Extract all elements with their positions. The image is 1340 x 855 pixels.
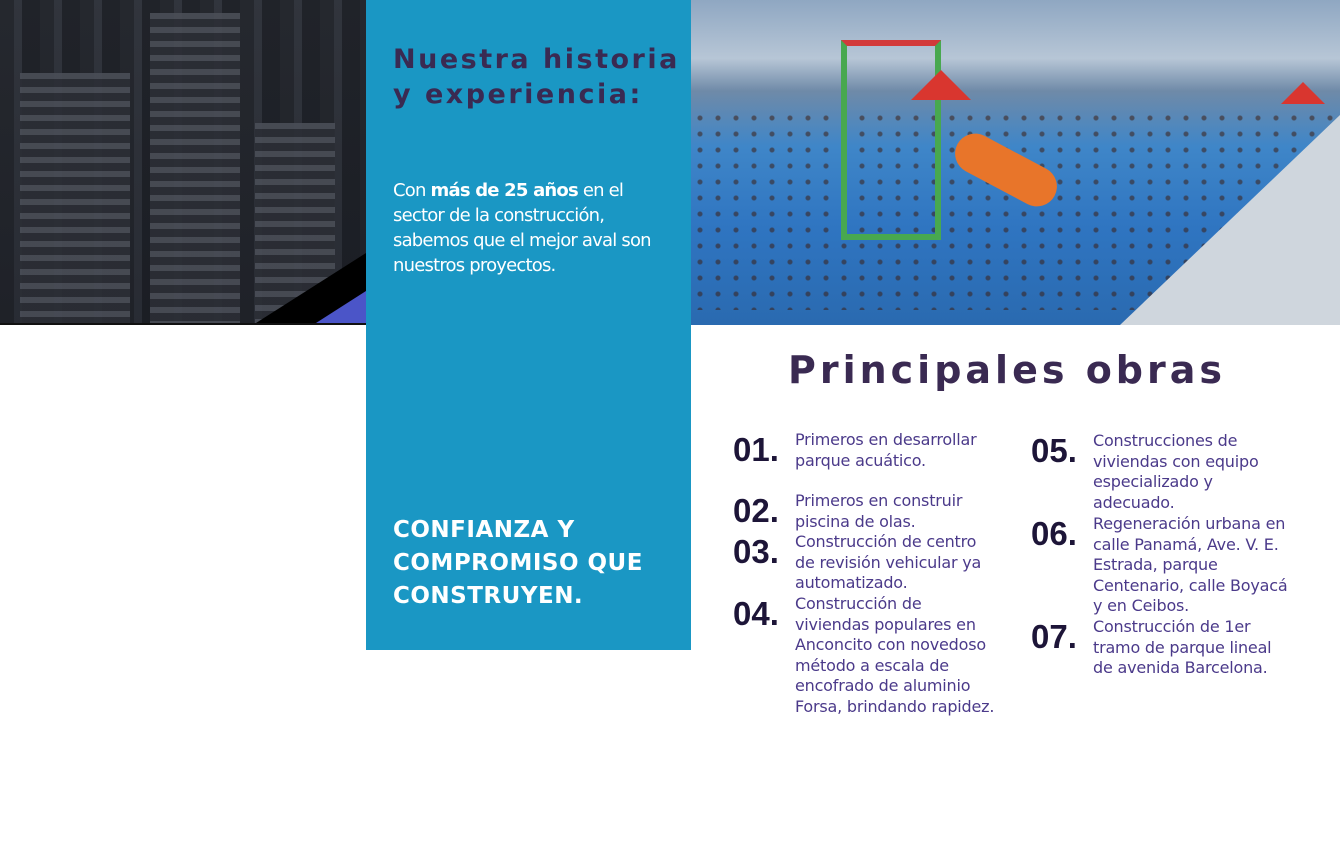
history-title: Nuestra historia y experiencia: <box>393 44 680 110</box>
work-item <box>733 596 995 717</box>
water-park-photo <box>691 0 1340 325</box>
work-description: Construcción de centro de revisión vehicular ya automatizado. <box>795 532 982 592</box>
work-description: Construcción de viviendas populares en Anconcito con novedoso método a escala de encofrado de aluminio Forsa, brindando rapidez. <box>795 594 995 716</box>
work-item <box>1031 516 1288 617</box>
work-number: 05. <box>1031 432 1077 469</box>
history-text <box>393 178 663 278</box>
history-text-start: Con <box>393 180 431 201</box>
city-buildings-photo <box>0 0 366 325</box>
pool-deck <box>1120 115 1340 325</box>
history-text-end: en el sector de la construcción, sabemos que el mejor aval son nuestros proyectos. <box>393 180 651 276</box>
work-item <box>733 432 995 471</box>
work-item <box>733 534 995 594</box>
work-number: 02. <box>733 492 779 529</box>
work-description: Primeros en construir piscina de olas. <box>795 491 963 531</box>
building-shape <box>20 73 130 323</box>
red-roof <box>911 70 971 100</box>
work-description: Primeros en desarrollar parque acuático. <box>795 430 977 470</box>
work-number: 03. <box>733 533 779 570</box>
history-panel <box>366 0 691 650</box>
work-description: Construcción de 1er tramo de parque lineal de avenida Barcelona. <box>1093 617 1272 677</box>
works-title: Principales obras <box>787 348 1227 392</box>
work-number: 04. <box>733 595 779 632</box>
work-item <box>1031 619 1288 679</box>
work-description: Regeneración urbana en calle Panamá, Ave. V. E. Estrada, parque Centenario, calle Boyacá y en Ceibos. <box>1093 514 1288 615</box>
work-number: 07. <box>1031 618 1077 655</box>
building-shape <box>150 13 240 323</box>
work-number: 01. <box>733 431 779 468</box>
work-description: Construcciones de viviendas con equipo especializado y adecuado. <box>1093 431 1259 512</box>
work-item <box>733 493 995 532</box>
work-item <box>1031 433 1288 513</box>
decorative-wedge-accent <box>316 291 366 323</box>
red-roof <box>1281 82 1325 104</box>
history-text-highlight: más de 25 años <box>430 180 578 201</box>
slogan: CONFIANZA Y COMPROMISO QUE CONSTRUYEN. <box>393 517 643 609</box>
work-number: 06. <box>1031 515 1077 552</box>
